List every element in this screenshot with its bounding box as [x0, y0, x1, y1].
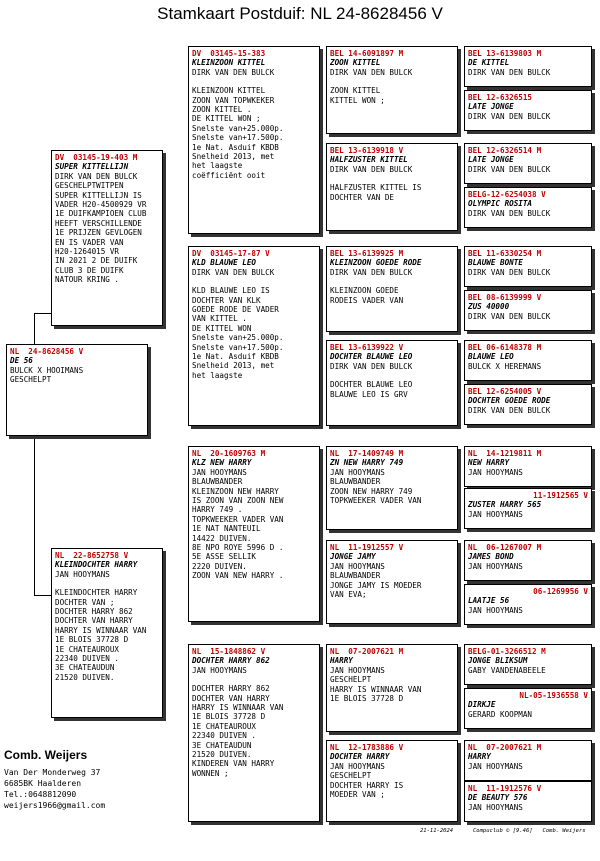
ring-number: NL 14-1219811 M — [468, 449, 542, 458]
ring-number: NL 11-1912576 V — [468, 784, 542, 793]
pedigree-card-dam[interactable] — [51, 548, 163, 718]
pigeon-name: KLD BLAUWE LEO — [192, 258, 257, 268]
owner-name: GERARD KOOPMAN — [468, 709, 533, 719]
pedigree-card-gen5[interactable] — [464, 446, 592, 487]
pedigree-card-ggp[interactable] — [326, 540, 458, 624]
pedigree-card-gen5[interactable] — [464, 143, 592, 184]
pigeon-name: DE KITTEL — [468, 58, 510, 68]
pigeon-name: NEW HARRY — [468, 458, 510, 468]
owner-name: JAN HOOYMANS — [468, 605, 523, 615]
connector-line — [34, 313, 52, 314]
ring-number: BEL 08-6139999 V — [468, 293, 542, 302]
ring-number: BEL 13-6139925 M — [330, 249, 404, 258]
ring-number: BEL 06-6148378 M — [468, 343, 542, 352]
ring-number: DV 03145-15-383 — [192, 49, 266, 58]
owner-name: DIRK VAN DEN BULCK — [468, 311, 551, 321]
description: BLAUWBANDER KLEINZOON NEW HARRY IS ZOON VAN ZOON NEW HARRY 749 . TOPKWEEKER VADER VAN 1E NAT NANTEUIL 14422 DUIVEN. 8E NPO ROYE 5996 D . 5E ASSE SELLIK 2220 DUIVEN. ZOON VAN NEW HARRY . — [192, 477, 284, 581]
pigeon-name: BLAUWE LEO — [468, 352, 514, 362]
pigeon-name: ZUS 40000 — [468, 302, 510, 312]
pedigree-card-gen5[interactable] — [464, 90, 592, 131]
pedigree-card-gen5[interactable] — [464, 290, 592, 331]
pedigree-card-gen5[interactable] — [464, 584, 592, 625]
pigeon-name: HARRY — [330, 656, 353, 666]
owner-name: JAN HOOYMANS — [330, 761, 385, 771]
ring-number: NL-05-1936558 V — [519, 691, 588, 700]
ring-number: NL 17-1409749 M — [330, 449, 404, 458]
owner-name: BULCK X HEREMANS — [468, 361, 542, 371]
pigeon-name: LAATJE 56 — [468, 596, 510, 606]
breeder-email[interactable]: weijers1966@gmail.com — [4, 801, 106, 810]
owner-name: JAN HOOYMANS — [330, 561, 385, 571]
pedigree-card-gen5[interactable] — [464, 488, 592, 529]
footer-date: 21-11-2024 — [420, 828, 454, 834]
pedigree-card-gen5[interactable] — [464, 740, 592, 781]
owner-name: DIRK VAN DEN BULCK — [330, 361, 413, 371]
owner-name: JAN HOOYMANS — [468, 761, 523, 771]
pigeon-name: DIRKJE — [468, 700, 496, 710]
pedigree-card-dam-dam[interactable] — [188, 644, 320, 822]
description: GESCHELPT — [10, 375, 52, 385]
footer — [420, 828, 586, 834]
pigeon-name: DE BEAUTY 576 — [468, 793, 528, 803]
pigeon-name: JONGE JAMY — [330, 552, 376, 562]
owner-name: JAN HOOYMANS — [330, 665, 385, 675]
owner-name: DIRK VAN DEN BULCK — [330, 164, 413, 174]
pigeon-name: KLEINDOCHTER HARRY — [55, 560, 138, 570]
owner-name: DIRK VAN DEN BULCK — [192, 67, 275, 77]
pedigree-card-gen5[interactable] — [464, 246, 592, 287]
pedigree-card-gen5[interactable] — [464, 46, 592, 87]
owner-name: DIRK VAN DEN BULCK — [468, 164, 551, 174]
pigeon-name: ZN NEW HARRY 749 — [330, 458, 404, 468]
ring-number: BEL 13-6139803 M — [468, 49, 542, 58]
pigeon-name: BLAUWE BONTE — [468, 258, 523, 268]
breeder-city: 6685BK Haalderen — [4, 779, 82, 788]
pigeon-name: HALFZUSTER KITTEL — [330, 155, 408, 165]
pigeon-name: OLYMPIC ROSITA — [468, 199, 533, 209]
ring-number: BEL 12-6326514 M — [468, 146, 542, 155]
ring-number: NL 06-1267007 M — [468, 543, 542, 552]
page-title: Stamkaart Postduif: NL 24-8628456 V — [157, 4, 443, 23]
pigeon-name: DOCHTER HARRY — [330, 752, 390, 762]
pedigree-card-dam-sire[interactable] — [188, 446, 320, 622]
owner-name: JAN HOOYMANS — [468, 561, 523, 571]
owner-name: DIRK VAN DEN BULCK — [468, 67, 551, 77]
description: KLEINZOON KITTEL ZOON VAN TOPWKEKER ZOON KITTEL . DE KITTEL WON ; Snelste van+25.000p. Snelste van+17.500p. 1e Nat. Asduif KBDB Snelheid 2013, met het laagste coëfficiënt ooit — [192, 86, 284, 180]
breeder-street: Van Der Monderweg 37 — [4, 768, 101, 777]
pedigree-card-gen5[interactable] — [464, 644, 592, 685]
ring-number: NL 07-2007621 M — [330, 647, 404, 656]
pigeon-name: ZOON KITTEL — [330, 58, 381, 68]
ring-number: 06-1269956 V — [533, 587, 588, 596]
description: KLD BLAUWE LEO IS DOCHTER VAN KLK GOEDE RODE DE VADER VAN KITTEL . DE KITTEL WON Snelste van+25.000p. Snelste van+17.500p. 1e Nat. Asduif KBDB Snelheid 2013, met het laagste — [192, 286, 284, 380]
ring-number: NL 22-8652758 V — [55, 551, 129, 560]
connector-line — [34, 595, 52, 596]
ring-number: NL 20-1609763 M — [192, 449, 266, 458]
pigeon-name: LATE JONGE — [468, 102, 514, 112]
pigeon-name: JONGE BLIKSUM — [468, 656, 528, 666]
owner-name: DIRK VAN DEN BULCK — [468, 111, 551, 121]
pedigree-card-ggp[interactable] — [326, 740, 458, 822]
pedigree-card-sire-dam[interactable] — [188, 246, 320, 426]
pigeon-name: ZUSTER HARRY 565 — [468, 500, 542, 510]
pedigree-card-gen5[interactable] — [464, 688, 592, 729]
pedigree-card-gen5[interactable] — [464, 340, 592, 381]
description: GESCHELPT HARRY IS WINNAAR VAN 1E BLOIS 37728 D — [330, 675, 422, 704]
owner-name: BULCK X HOOIMANS — [10, 365, 84, 375]
pigeon-name: KLZ NEW HARRY — [192, 458, 252, 468]
description: ZOON KITTEL KITTEL WON ; — [330, 86, 385, 105]
breeder-name: Comb. Weijers — [4, 748, 88, 762]
ring-number: BEL 11-6330254 M — [468, 249, 542, 258]
owner-name: DIRK VAN DEN BULCK — [468, 267, 551, 277]
owner-name: DIRK VAN DEN BULCK — [468, 405, 551, 415]
owner-name: DIRK VAN DEN BULCK — [468, 208, 551, 218]
ring-number: BEL 12-6254005 V — [468, 387, 542, 396]
ring-number: BEL 14-6091897 M — [330, 49, 404, 58]
owner-name: GABY VANDENABEELE — [468, 665, 546, 675]
pigeon-name: DOCHTER HARRY 862 — [192, 656, 270, 666]
breeder-info — [4, 748, 105, 811]
ring-number: NL 15-1848862 V — [192, 647, 266, 656]
owner-name: DIRK VAN DEN BULCK — [192, 267, 275, 277]
description: DOCHTER BLAUWE LEO BLAUWE LEO IS GRV — [330, 380, 413, 399]
pigeon-name: DOCHTER BLAUWE LEO — [330, 352, 413, 362]
pedigree-card-subject[interactable] — [6, 344, 148, 436]
owner-name: JAN HOOYMANS — [55, 569, 110, 579]
description: HALFZUSTER KITTEL IS DOCHTER VAN DE — [330, 183, 422, 202]
ring-number: BEL 13-6139918 V — [330, 146, 404, 155]
pigeon-name: DOCHTER GOEDE RODE — [468, 396, 551, 406]
description: BLAUWBANDER ZOON NEW HARRY 749 TOPKWEEKER VADER VAN — [330, 477, 422, 506]
connector-line — [34, 313, 35, 345]
owner-name: JAN HOOYMANS — [192, 665, 247, 675]
pigeon-name: JAMES BOND — [468, 552, 514, 562]
connector-line — [34, 435, 35, 595]
description: BLAUWBANDER JONGE JAMY IS MOEDER VAN EVA; — [330, 571, 422, 600]
description: KLEINDOCHTER HARRY DOCHTER VAN ; DOCHTER HARRY 862 DOCHTER VAN HARRY HARRY IS WINNAAR VAN 1E BLOIS 37728 D 1E CHATEAUROUX 22340 DUIVEN . 3E CHATEAUDUN 21520 DUIVEN. — [55, 588, 147, 682]
owner-name: DIRK VAN DEN BULCK — [330, 67, 413, 77]
owner-name: JAN HOOYMANS — [468, 802, 523, 812]
description: KLEINZOON GOEDE RODEIS VADER VAN — [330, 286, 404, 305]
pedigree-card-gen5[interactable] — [464, 540, 592, 581]
pigeon-name: SUPER KITTELLIJN — [55, 162, 129, 172]
pedigree-card-gen5[interactable] — [464, 781, 592, 822]
owner-name: DIRK VAN DEN BULCK — [55, 171, 138, 181]
owner-name: JAN HOOYMANS — [330, 467, 385, 477]
ring-number: NL 24-8628456 V — [10, 347, 84, 356]
ring-number: NL 12-1783886 V — [330, 743, 404, 752]
pedigree-card-ggp[interactable] — [326, 340, 458, 426]
ring-number: BEL 12-6326515 — [468, 93, 533, 102]
ring-number: DV 03145-17-87 V — [192, 249, 270, 258]
pedigree-card-ggp[interactable] — [326, 246, 458, 332]
ring-number: BELG-01-3266512 M — [468, 647, 546, 656]
breeder-phone: Tel.:0648812090 — [4, 790, 77, 799]
pedigree-card-sire-sire[interactable] — [188, 46, 320, 234]
pigeon-name: DE 56 — [10, 356, 33, 366]
ring-number: NL 07-2007621 M — [468, 743, 542, 752]
footer-software: Compuclub © [9.46] — [473, 828, 533, 834]
owner-name: JAN HOOYMANS — [192, 467, 247, 477]
pigeon-name: HARRY — [468, 752, 491, 762]
ring-number: DV 03145-19-403 M — [55, 153, 138, 162]
description: GESCHELPT DOCHTER HARRY IS MOEDER VAN ; — [330, 771, 404, 800]
description: DOCHTER HARRY 862 DOCHTER VAN HARRY HARRY IS WINNAAR VAN 1E BLOIS 37728 D 1E CHATEAUROUX 22340 DUIVEN . 3E CHATEAUDUN 21520 DUIVEN. KINDEREN VAN HARRY WONNEN ; — [192, 684, 284, 778]
ring-number: BEL 13-6139922 V — [330, 343, 404, 352]
pedigree-card-gen5[interactable] — [464, 384, 592, 425]
pedigree-card-ggp[interactable] — [326, 644, 458, 732]
pedigree-card-gen5[interactable] — [464, 187, 592, 228]
footer-owner: Comb. Weijers — [542, 828, 586, 834]
description: GESCHELPTWITPEN SUPER KITTELLIJN IS VADER H20-4500929 VR 1E DUIFKAMPIOEN CLUB HEEFT VERSCHILLENDE 1E PRIJZEN GEVLOGEN EN IS VADER VAN H20-1264015 VR IN 2021 2 DE DUIFK CLUB 3 DE DUIFK NATOUR KRING . — [55, 181, 147, 285]
pigeon-name: LATE JONGE — [468, 155, 514, 165]
pedigree-card-ggp[interactable] — [326, 446, 458, 530]
ring-number: NL 11-1912557 V — [330, 543, 404, 552]
pedigree-card-sire[interactable] — [51, 150, 163, 326]
ring-number: BELG-12-6254038 V — [468, 190, 546, 199]
pigeon-name: KLEINZOON GOEDE RODE — [330, 258, 422, 268]
ring-number: 11-1912565 V — [533, 491, 588, 500]
pedigree-card-ggp[interactable] — [326, 46, 458, 134]
pigeon-name: KLEINZOON KITTEL — [192, 58, 266, 68]
owner-name: JAN HOOYMANS — [468, 467, 523, 477]
owner-name: DIRK VAN DEN BULCK — [330, 267, 413, 277]
owner-name: JAN HOOYMANS — [468, 509, 523, 519]
pedigree-card-ggp[interactable] — [326, 143, 458, 231]
